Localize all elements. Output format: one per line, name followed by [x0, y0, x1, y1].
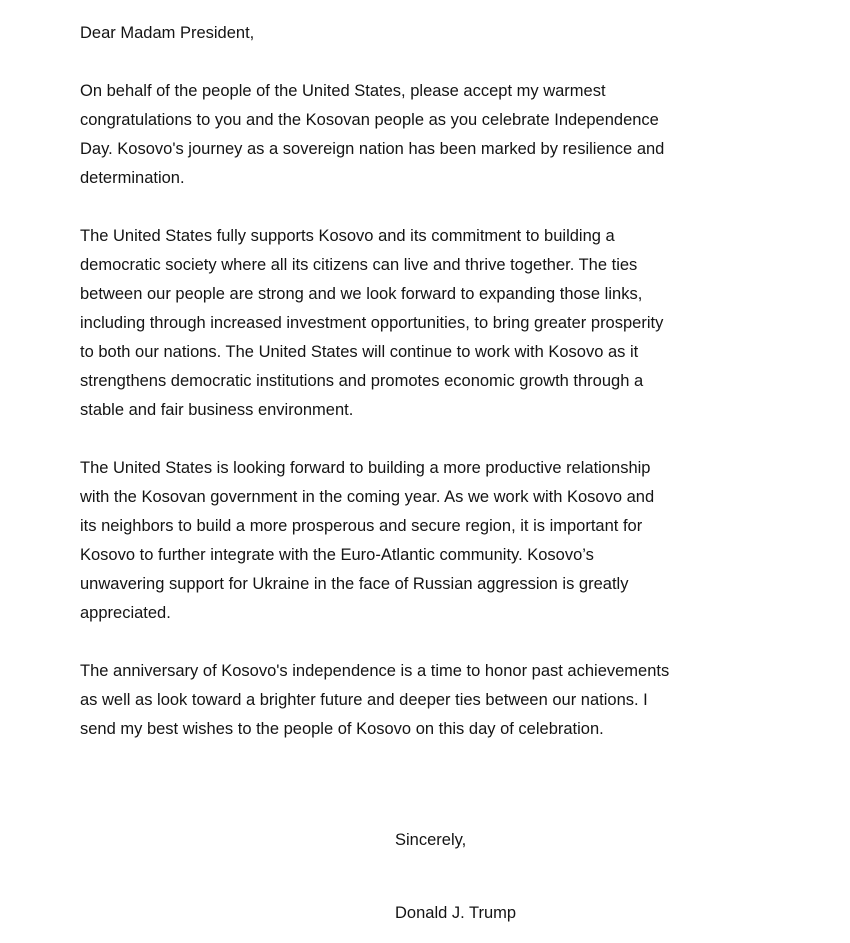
letter-body [80, 19, 780, 744]
paragraph-2 [80, 222, 780, 425]
paragraph-line: Day. Kosovo's journey as a sovereign nation has been marked by resilience and [80, 140, 665, 158]
paragraph-4 [80, 657, 780, 744]
paragraph-1 [80, 77, 780, 193]
paragraph-line: as well as look toward a brighter future and deeper ties between our nations. I [80, 691, 648, 709]
signature-name: Donald J. Trump [395, 904, 517, 922]
paragraph-line: between our people are strong and we look forward to expanding those links, [80, 285, 643, 303]
paragraph-line: its neighbors to build a more prosperous and secure region, it is important for [80, 517, 643, 535]
paragraph-line: including through increased investment opportunities, to bring greater prosperity [80, 314, 664, 332]
paragraph-line: unwavering support for Ukraine in the face of Russian aggression is greatly [80, 575, 629, 593]
paragraph-line: congratulations to you and the Kosovan people as you celebrate Independence [80, 111, 659, 129]
paragraph-line: send my best wishes to the people of Kosovo on this day of celebration. [80, 720, 604, 738]
paragraph-line: appreciated. [80, 604, 171, 622]
paragraph-line: to both our nations. The United States will continue to work with Kosovo as it [80, 343, 639, 361]
paragraph-line: The United States fully supports Kosovo and its commitment to building a [80, 227, 615, 245]
paragraph-line: determination. [80, 169, 185, 187]
paragraph-line: democratic society where all its citizens can live and thrive together. The ties [80, 256, 638, 274]
paragraph-line: On behalf of the people of the United States, please accept my warmest [80, 82, 606, 100]
salutation: Dear Madam President, [80, 24, 255, 42]
paragraph-line: stable and fair business environment. [80, 401, 354, 419]
paragraph-line: strengthens democratic institutions and promotes economic growth through a [80, 372, 644, 390]
paragraph-line: with the Kosovan government in the coming year. As we work with Kosovo and [80, 488, 655, 506]
closing: Sincerely, [395, 831, 467, 849]
paragraph-3 [80, 454, 780, 628]
paragraph-line: The United States is looking forward to building a more productive relationship [80, 459, 651, 477]
paragraph-line: The anniversary of Kosovo's independence is a time to honor past achievements [80, 662, 670, 680]
paragraph-line: Kosovo to further integrate with the Euro-Atlantic community. Kosovo’s [80, 546, 594, 564]
